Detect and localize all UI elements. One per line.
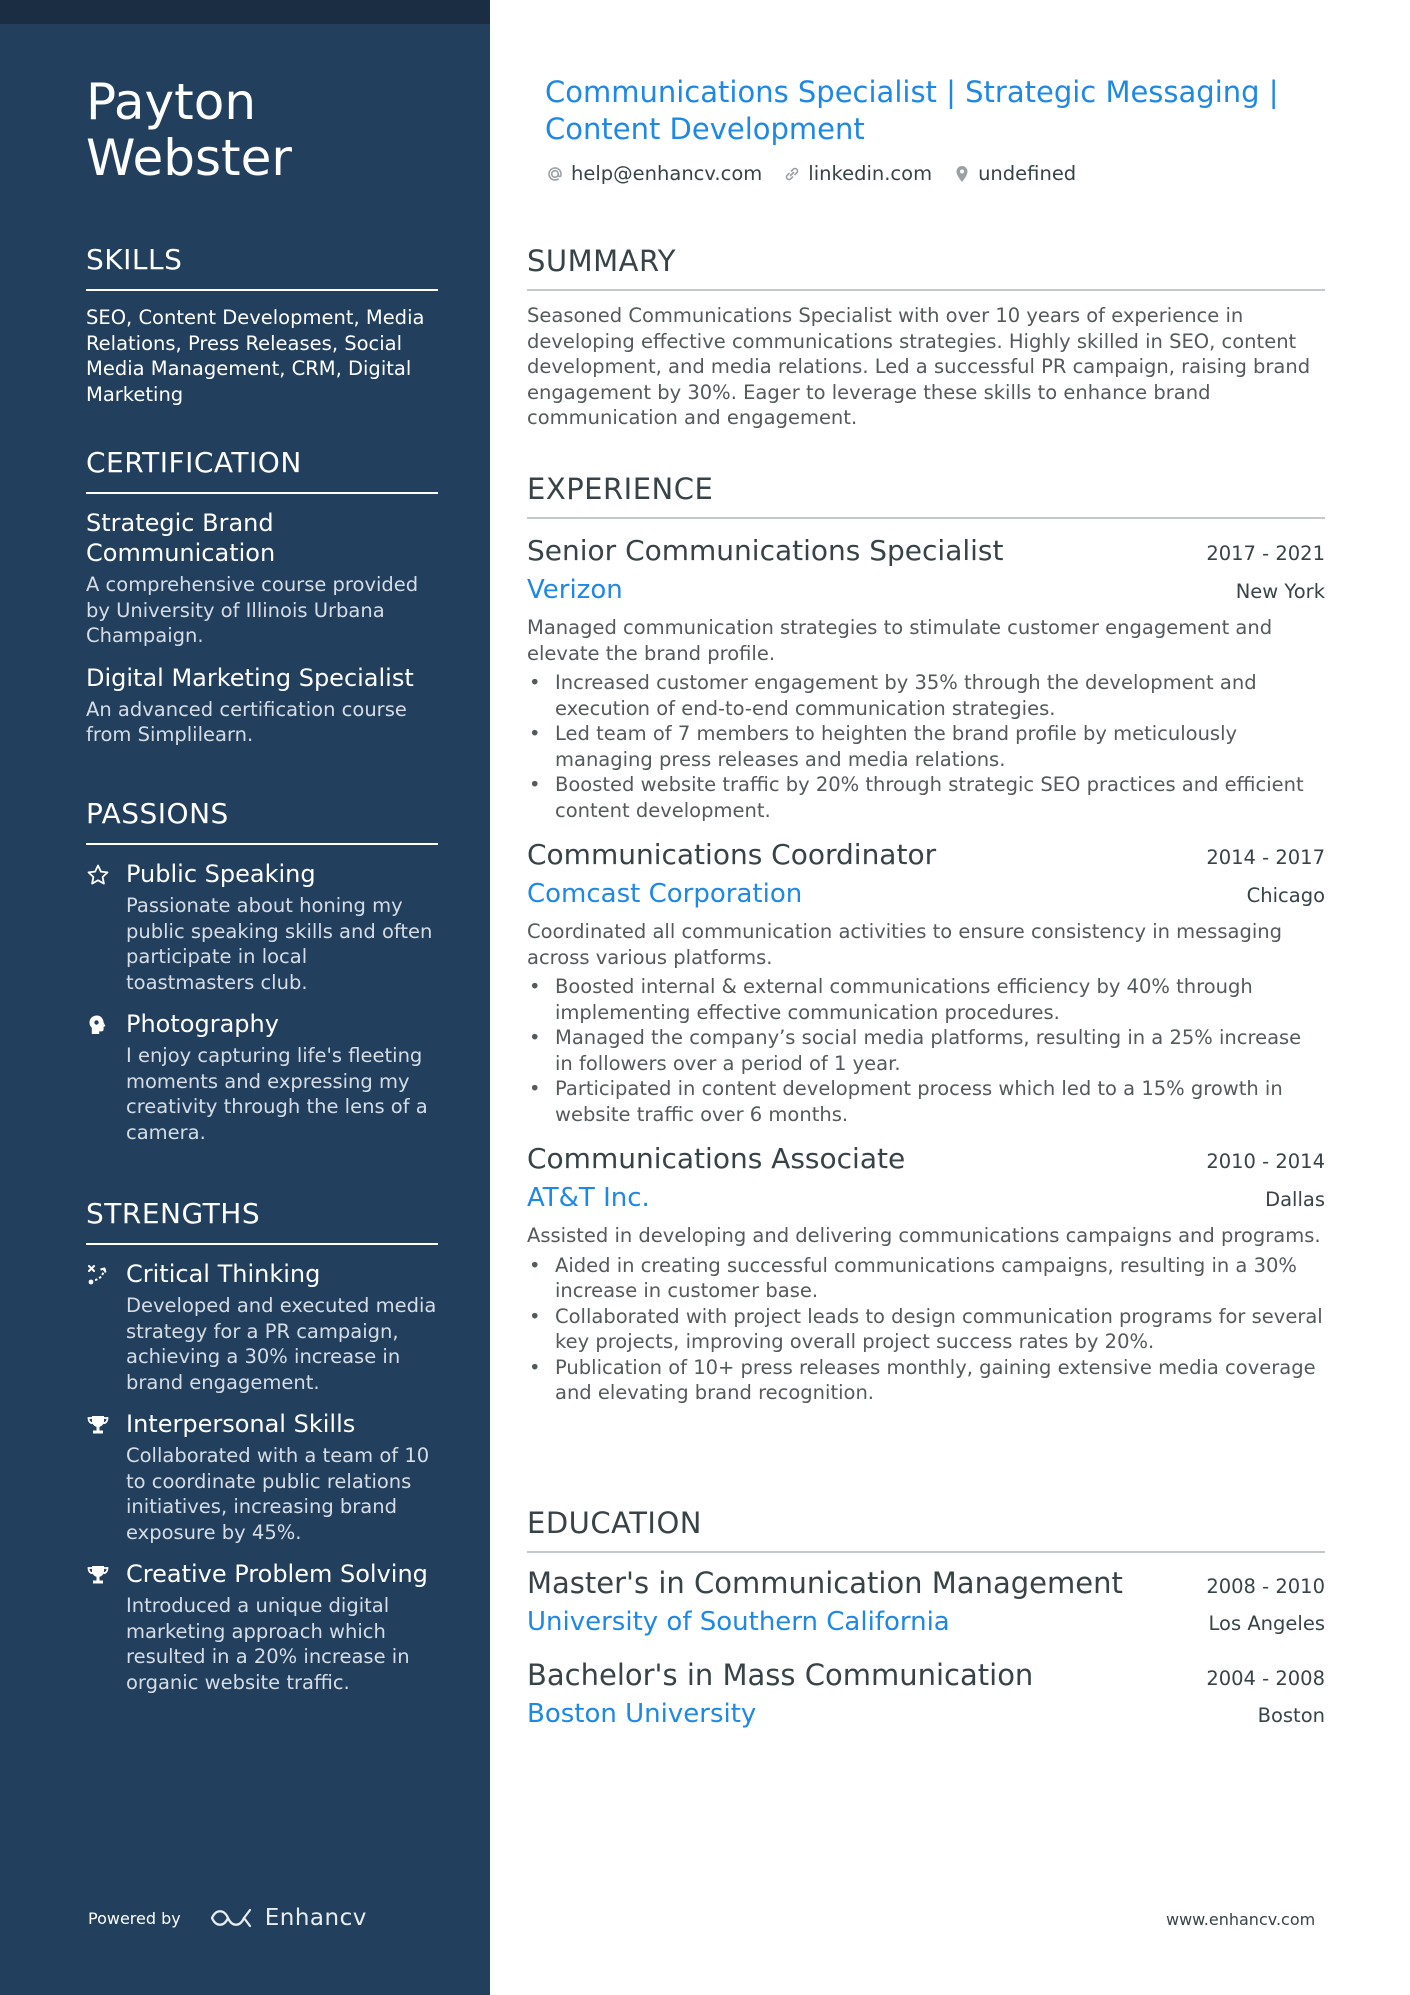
strength-title: Creative Problem Solving <box>126 1560 428 1588</box>
passion-title: Photography <box>126 1010 279 1038</box>
job-company: AT&T Inc. <box>527 1183 650 1213</box>
strength-title: Critical Thinking <box>126 1260 321 1288</box>
summary-text: Seasoned Communications Specialist with over 10 years of experience in developing effective communications strategies. Highly skilled in SEO, content development, and media relations. Led a successful PR campaign, raising brand engagement by 30%. Eager to leverage these skills to enhance brand communication and engagement. <box>527 304 1311 429</box>
certification-section <box>86 446 438 748</box>
job-description: Assisted in developing and delivering communications campaigns and programs. <box>527 1224 1321 1247</box>
job-location: New York <box>1235 580 1325 603</box>
achievement-bullet: • Boosted internal & external communications efficiency by 40% through implementing effective communication procedures. <box>527 974 1325 1025</box>
education-entry <box>527 1657 1325 1731</box>
strength-item <box>86 1409 438 1545</box>
passion-title: Public Speaking <box>126 860 316 888</box>
job-dates: 2017 - 2021 <box>1206 542 1325 565</box>
certification-desc: An advanced certification course from Simplilearn. <box>86 697 407 746</box>
achievement-bullet: • Collaborated with project leads to design communication programs for several key projects, improving overall project success rates by 20%. <box>527 1304 1325 1355</box>
education-section <box>527 1505 1325 1731</box>
passion-desc: Passionate about honing my public speaking skills and often participate in local toastmasters club. <box>126 894 433 994</box>
achievement-bullet: • Aided in creating successful communications campaigns, resulting in a 30% increase in customer base. <box>527 1253 1325 1304</box>
certification-item <box>86 508 438 649</box>
certification-desc: A comprehensive course provided by University of Illinois Urbana Champaign. <box>86 573 419 647</box>
summary-section <box>527 243 1325 431</box>
passions-title: PASSIONS <box>86 797 438 845</box>
job-description: Managed communication strategies to stimulate customer engagement and elevate the brand profile. <box>527 616 1273 665</box>
passions-section <box>86 797 438 1145</box>
head-icon <box>86 1009 126 1145</box>
education-location: Los Angeles <box>1208 1612 1325 1635</box>
job-dates: 2014 - 2017 <box>1206 846 1325 869</box>
experience-title: EXPERIENCE <box>527 471 1325 519</box>
strengths-title: STRENGTHS <box>86 1197 438 1245</box>
job-company: Verizon <box>527 575 623 605</box>
link-icon <box>782 164 802 184</box>
linkedin-text: linkedin.com <box>808 162 933 185</box>
job-achievements <box>527 670 1325 823</box>
education-entry <box>527 1565 1325 1639</box>
email-contact[interactable] <box>545 162 762 185</box>
headline: Communications Specialist | Strategic Messaging | Content Development <box>545 75 1279 146</box>
achievement-bullet: • Managed the company’s social media platforms, resulting in a 25% increase in followers over a period of 1 year. <box>527 1025 1325 1076</box>
job-entry <box>527 533 1325 823</box>
strength-desc: Developed and executed media strategy for a PR campaign, achieving a 30% increase in brand engagement. <box>126 1294 437 1394</box>
linkedin-contact[interactable] <box>782 162 932 185</box>
achievement-bullet: • Increased customer engagement by 35% through the development and execution of end-to-end communication strategies. <box>527 670 1325 721</box>
education-degree: Master's in Communication Management <box>527 1566 1123 1600</box>
strength-item <box>86 1559 438 1695</box>
strength-desc: Collaborated with a team of 10 to coordinate public relations initiatives, increasing brand exposure by 45%. <box>126 1444 430 1544</box>
job-entry <box>527 1141 1325 1406</box>
strategy-icon <box>86 1259 126 1395</box>
job-achievements <box>527 1253 1325 1406</box>
email-text: help@enhancv.com <box>571 162 763 185</box>
job-company: Comcast Corporation <box>527 879 803 909</box>
contact-info <box>545 162 1096 185</box>
skills-section <box>86 243 438 407</box>
education-degree: Bachelor's in Mass Communication <box>527 1658 1034 1692</box>
sidebar-top-bar <box>0 0 490 24</box>
trophy-icon <box>86 1409 126 1545</box>
powered-by <box>88 1905 367 1931</box>
job-description: Coordinated all communication activities to ensure consistency in messaging across various platforms. <box>527 920 1282 969</box>
education-title: EDUCATION <box>527 1505 1325 1553</box>
education-dates: 2004 - 2008 <box>1206 1667 1325 1690</box>
achievement-bullet: • Boosted website traffic by 20% through strategic SEO practices and efficient content development. <box>527 772 1325 823</box>
job-location: Chicago <box>1246 884 1325 907</box>
job-entry <box>527 837 1325 1127</box>
strength-title: Interpersonal Skills <box>126 1410 356 1438</box>
enhancv-logo-text: Enhancv <box>264 1905 367 1931</box>
enhancv-logo[interactable] <box>209 1905 367 1931</box>
strength-item <box>86 1259 438 1395</box>
location-contact <box>952 162 1076 185</box>
certification-title: CERTIFICATION <box>86 446 438 494</box>
footer-url[interactable]: www.enhancv.com <box>1166 1910 1316 1929</box>
passion-item <box>86 1009 438 1145</box>
achievement-bullet: • Participated in content development process which led to a 15% growth in website traffic over 6 months. <box>527 1076 1325 1127</box>
job-role: Senior Communications Specialist <box>527 534 1004 567</box>
education-school: Boston University <box>527 1699 757 1729</box>
job-achievements <box>527 974 1325 1127</box>
strength-desc: Introduced a unique digital marketing approach which resulted in a 20% increase in organic website traffic. <box>126 1594 410 1694</box>
candidate-name: Payton Webster <box>86 73 292 187</box>
skills-text: SEO, Content Development, Media Relations, Press Releases, Social Media Management, CRM, Digital Marketing <box>86 306 425 406</box>
summary-title: SUMMARY <box>527 243 1325 291</box>
certification-item <box>86 663 438 748</box>
strengths-section <box>86 1197 438 1695</box>
education-school: University of Southern California <box>527 1607 950 1637</box>
location-text: undefined <box>978 162 1077 185</box>
job-role: Communications Coordinator <box>527 838 937 871</box>
certification-name: Strategic Brand Communication <box>86 509 276 567</box>
passion-desc: I enjoy capturing life's fleeting moments and expressing my creativity through the lens of a camera. <box>126 1044 428 1144</box>
achievement-bullet: • Led team of 7 members to heighten the brand profile by meticulously managing press releases and media relations. <box>527 721 1325 772</box>
job-dates: 2010 - 2014 <box>1206 1150 1325 1173</box>
location-pin-icon <box>952 164 972 184</box>
enhancv-logo-icon <box>209 1905 257 1931</box>
trophy-icon <box>86 1559 126 1695</box>
at-icon <box>545 164 565 184</box>
job-role: Communications Associate <box>527 1142 906 1175</box>
achievement-bullet: • Publication of 10+ press releases monthly, gaining extensive media coverage and elevating brand recognition. <box>527 1355 1325 1406</box>
education-location: Boston <box>1257 1704 1325 1727</box>
powered-by-label: Powered by <box>88 1908 181 1928</box>
passion-item <box>86 859 438 995</box>
sidebar <box>0 0 490 1995</box>
job-location: Dallas <box>1265 1188 1325 1211</box>
skills-title: SKILLS <box>86 243 438 291</box>
experience-section <box>527 471 1325 1406</box>
certification-name: Digital Marketing Specialist <box>86 663 414 692</box>
star-icon <box>86 859 126 995</box>
education-dates: 2008 - 2010 <box>1206 1575 1325 1598</box>
